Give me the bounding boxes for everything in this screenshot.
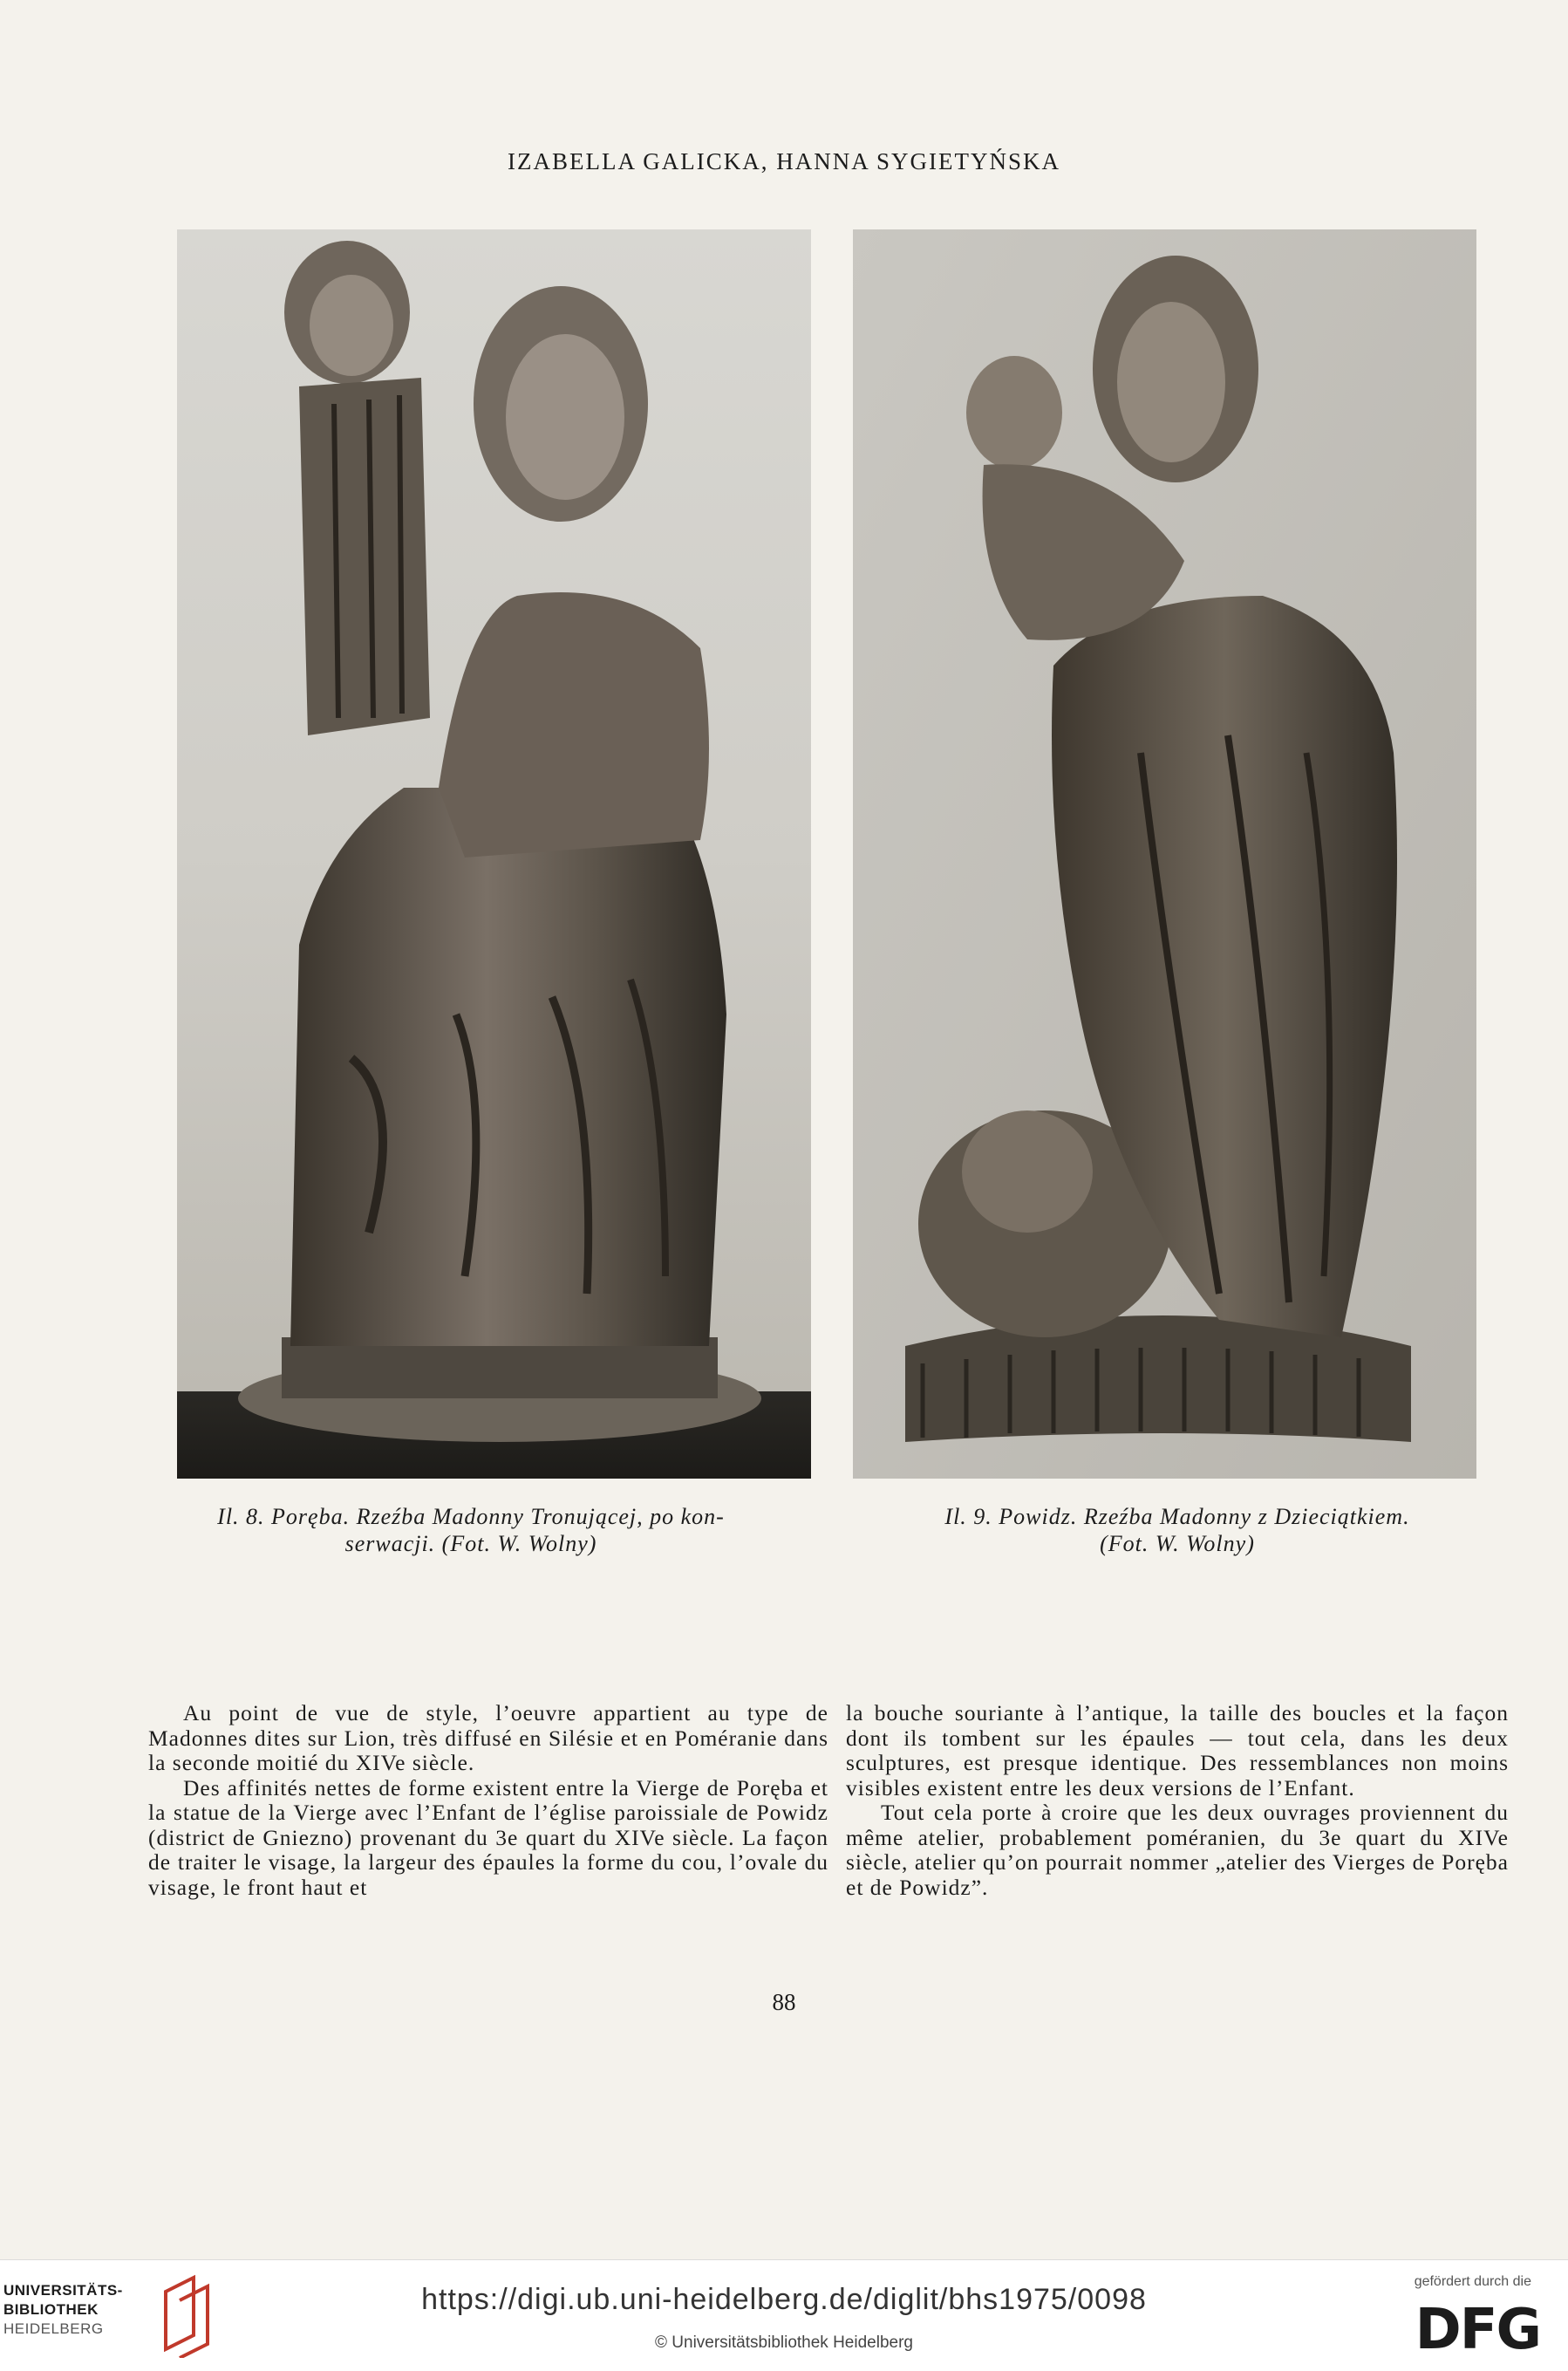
figure-8-caption xyxy=(122,1503,820,1557)
caption-line: Il. 9. Powidz. Rzeźba Madonny z Dzieciątkiem. xyxy=(944,1504,1410,1529)
paragraph: la bouche souriante à l’antique, la taille des boucles et la façon dont ils tombent sur les épaules — tout cela, dans les deux sculptures, est presque identique. Des ressemblances non moins visibles existent entre les deux versions de l’Enfant. xyxy=(846,1700,1509,1800)
page-number: 88 xyxy=(772,1989,796,2015)
viewer-footer xyxy=(0,2259,1568,2371)
standing-madonna-sculpture xyxy=(853,229,1476,1479)
funding-label: gefördert durch die xyxy=(1414,2274,1531,2289)
figure-8-photo xyxy=(177,229,811,1479)
text-column-right xyxy=(846,1701,1509,1900)
paragraph: Tout cela porte à croire que les deux ouvrages proviennent du même atelier, probablement poméranien, du 3e quart du XIVe siècle, atelier qu’on pourrait nommer „atelier des Vierges de Poręba et de Powidz”. xyxy=(846,1800,1509,1900)
paragraph: Au point de vue de style, l’oeuvre appartient au type de Madonnes dites sur Lion, très diffusé en Silésie et en Poméranie dans la seconde moitié du XIVe siècle. xyxy=(148,1700,828,1775)
library-name-line: HEIDELBERG xyxy=(3,2320,104,2337)
running-title: IZABELLA GALICKA, HANNA SYGIETYŃSKA xyxy=(508,148,1060,174)
copyright-notice: © Universitätsbibliothek Heidelberg xyxy=(655,2333,913,2352)
figure-9-caption xyxy=(846,1503,1509,1557)
library-name-line: UNIVERSITÄTS- xyxy=(3,2282,123,2299)
dfg-logo: DFG xyxy=(1415,2298,1540,2362)
text-column-left xyxy=(148,1701,828,1900)
caption-line: (Fot. W. Wolny) xyxy=(1100,1531,1255,1556)
seated-madonna-sculpture xyxy=(177,229,811,1479)
figure-9-photo xyxy=(853,229,1476,1479)
caption-line: Il. 8. Poręba. Rzeźba Madonny Tronującej, po kon- xyxy=(217,1504,725,1529)
library-name-line: BIBLIOTHEK xyxy=(3,2301,99,2318)
paragraph: Des affinités nettes de forme existent entre la Vierge de Poręba et la statue de la Vierge avec l’Enfant de l’église paroissiale de Powidz (district de Gniezno) provenant du 3e quart du XIVe siècle. La façon de traiter le visage, la largeur des épaules la forme du cou, l’ovale du visage, le front haut et xyxy=(148,1774,828,1900)
caption-line: serwacji. (Fot. W. Wolny) xyxy=(344,1531,597,1556)
permalink-link[interactable]: https://digi.ub.uni-heidelberg.de/diglit/bhs1975/0098 xyxy=(421,2283,1147,2316)
